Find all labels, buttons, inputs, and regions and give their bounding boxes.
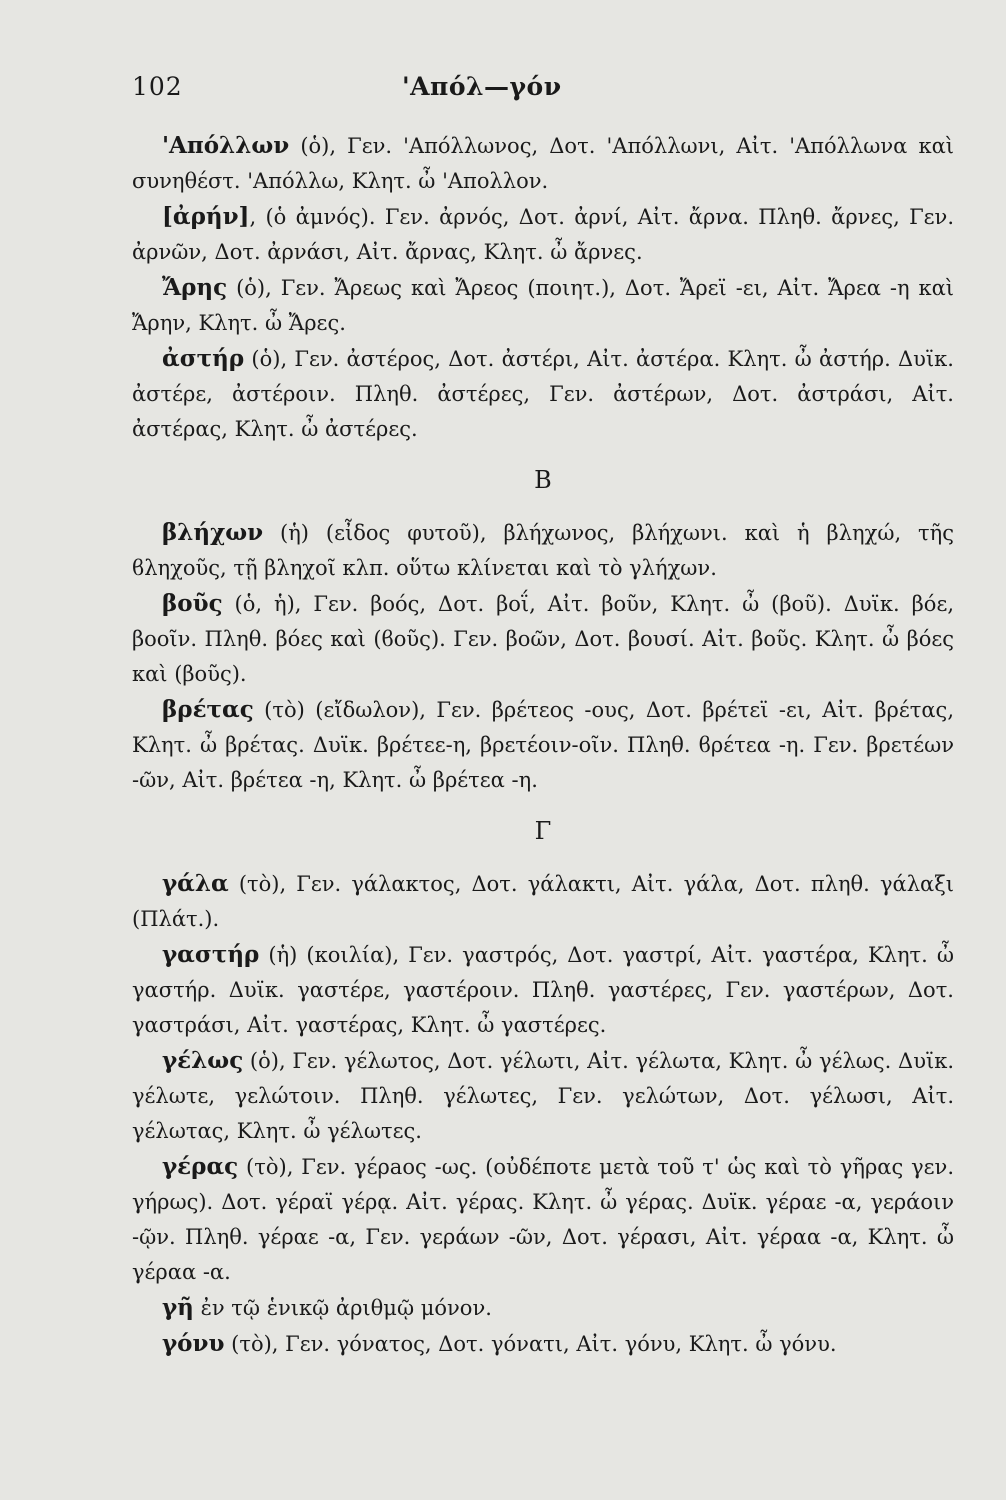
entry-lemma: γόνυ — [162, 1330, 225, 1357]
entry-text: (ὁ, ἡ), Γεν. βοός, Δοτ. βοΐ, Αἰτ. βοῦν, Κλητ. ὦ (βοῦ). Δυϊκ. βόε, βοοῖν. Πληθ. βόες καὶ (ϐοῦς). Γεν. βοῶν, Δοτ. βουσί. Αἰτ. βοῦς. Κλητ. ὦ βόες καὶ (βοῦς). — [132, 592, 954, 686]
entry-lemma: βλήχων — [162, 519, 264, 546]
entry-text: , (ὁ ἀμνός). Γεν. ἀρνός, Δοτ. ἀρνί, Αἰτ. ἄρνα. Πληθ. ἄρνες, Γεν. ἀρνῶν, Δοτ. ἀρνάσι, Αἰτ. ἄρνας, Κλητ. ὦ ἄρνες. — [132, 205, 954, 264]
entry-lemma: 'Απόλλων — [162, 132, 290, 159]
entry-lemma: γαστήρ — [162, 941, 260, 968]
entry-text: (ὁ), Γεν. ἀστέρος, Δοτ. ἀστέρι, Αἰτ. ἀστέρα. Κλητ. ὦ ἀστήρ. Δυϊκ. ἀστέρε, ἀστέροιν. Πληθ. ἀστέρες, Γεν. ἀστέρων, Δοτ. ἀστράσι, Αἰτ. ἀστέρας, Κλητ. ὦ ἀστέρες. — [132, 347, 954, 441]
entry-apollon — [132, 128, 954, 199]
entry-text: (ἡ) (εἶδος φυτοῦ), βλήχωνος, βλήχωνι. καὶ ἡ βληχώ, τῆς ϐληχοῦς, τῇ βληχοῖ κλπ. οὕτω κλίνεται καὶ τὸ γλήχων. — [132, 521, 954, 580]
entry-text: (ὁ), Γεν. γέλωτος, Δοτ. γέλωτι, Αἰτ. γέλωτα, Κλητ. ὦ γέλως. Δυϊκ. γέλωτε, γελώτοιν. Πληθ. γέλωτες, Γεν. γελώτων, Δοτ. γέλωσι, Αἰτ. γέλωτας, Κλητ. ὦ γέλωτες. — [132, 1049, 954, 1143]
entry-gaster — [132, 937, 954, 1043]
entry-lemma: γάλα — [162, 870, 229, 897]
entry-gala — [132, 866, 954, 937]
entry-ge — [132, 1290, 954, 1326]
entry-bous — [132, 586, 954, 692]
entry-lemma: ἀστήρ — [162, 345, 245, 372]
running-head: 'Απόλ—γόν — [402, 72, 562, 101]
section-letter-beta: Β — [534, 466, 552, 494]
entry-lemma: βοῦς — [162, 590, 223, 617]
entry-text: (τὸ) (εἴδωλον), Γεν. βρέτεος -ους, Δοτ. βρέτεϊ -ει, Αἰτ. βρέτας, Κλητ. ὦ βρέτας. Δυϊκ. βρέτεε-η, βρετέοιν-οῖν. Πληθ. ϐρέτεα -η. Γεν. βρετέων -ῶν, Αἰτ. βρέτεα -η, Κλητ. ὦ βρέτεα -η. — [132, 698, 954, 792]
section-letter-gamma: Γ — [534, 817, 552, 845]
entry-lemma: γέρας — [162, 1153, 239, 1180]
entry-text: ἐν τῷ ἑνικῷ ἀριθμῷ μόνον. — [193, 1296, 492, 1320]
entry-text: (ὁ), Γεν. 'Απόλλωνος, Δοτ. 'Απόλλωνι, Αἰτ. 'Απόλλωνα καὶ συνηθέστ. 'Απόλλω, Κλητ. ὦ 'Απολλον. — [132, 134, 954, 193]
entry-lemma: βρέτας — [162, 696, 254, 723]
page-number: 102 — [132, 72, 183, 101]
entry-gonu — [132, 1326, 954, 1362]
entry-ares — [132, 270, 954, 341]
entry-text: (ἡ) (κοιλία), Γεν. γαστρός, Δοτ. γαστρί, Αἰτ. γαστέρα, Κλητ. ὦ γαστήρ. Δυϊκ. γαστέρε, γαστέροιν. Πληθ. γαστέρες, Γεν. γαστέρων, Δοτ. γαστράσι, Αἰτ. γαστέρας, Κλητ. ὦ γαστέρες. — [132, 943, 954, 1037]
entry-text: (τὸ), Γεν. γάλακτος, Δοτ. γάλακτι, Αἰτ. γάλα, Δοτ. πληθ. γάλαξι (Πλάτ.). — [132, 872, 954, 931]
entry-lemma: [ἀρήν] — [162, 203, 250, 230]
page-header — [132, 72, 954, 108]
entry-blechon — [132, 515, 954, 586]
entry-lemma: γῆ — [162, 1294, 194, 1321]
entry-gelos — [132, 1043, 954, 1149]
entry-aren — [132, 199, 954, 270]
entry-lemma: γέλως — [162, 1047, 244, 1074]
entry-text: (τὸ), Γεν. γόνατος, Δοτ. γόνατι, Αἰτ. γόνυ, Κλητ. ὦ γόνυ. — [224, 1332, 837, 1356]
entry-geras — [132, 1149, 954, 1290]
entry-text: (τὸ), Γεν. γέρaος -ως. (οὐδέποτε μετὰ τοῦ τ' ὡς καὶ τὸ γῆρας γεν. γήρως). Δοτ. γέραϊ γέρᾳ. Αἰτ. γέρας. Κλητ. ὦ γέρας. Δυϊκ. γέραε -α, γεράοιν -ῷν. Πληθ. γέραε -α, Γεν. γεράων -ῶν, Δοτ. γέρασι, Αἰτ. γέραα -α, Κλητ. ὦ γέραα -α. — [132, 1155, 954, 1284]
entry-text: (ὁ), Γεν. Ἄρεως καὶ Ἄρεος (ποιητ.), Δοτ. Ἄρεϊ -ει, Αἰτ. Ἄρεα -η καὶ Ἄρην, Κλητ. ὦ Ἄρες. — [132, 276, 954, 335]
entry-lemma: Ἄρης — [162, 274, 228, 301]
entry-aster — [132, 341, 954, 447]
entry-bretas — [132, 692, 954, 798]
